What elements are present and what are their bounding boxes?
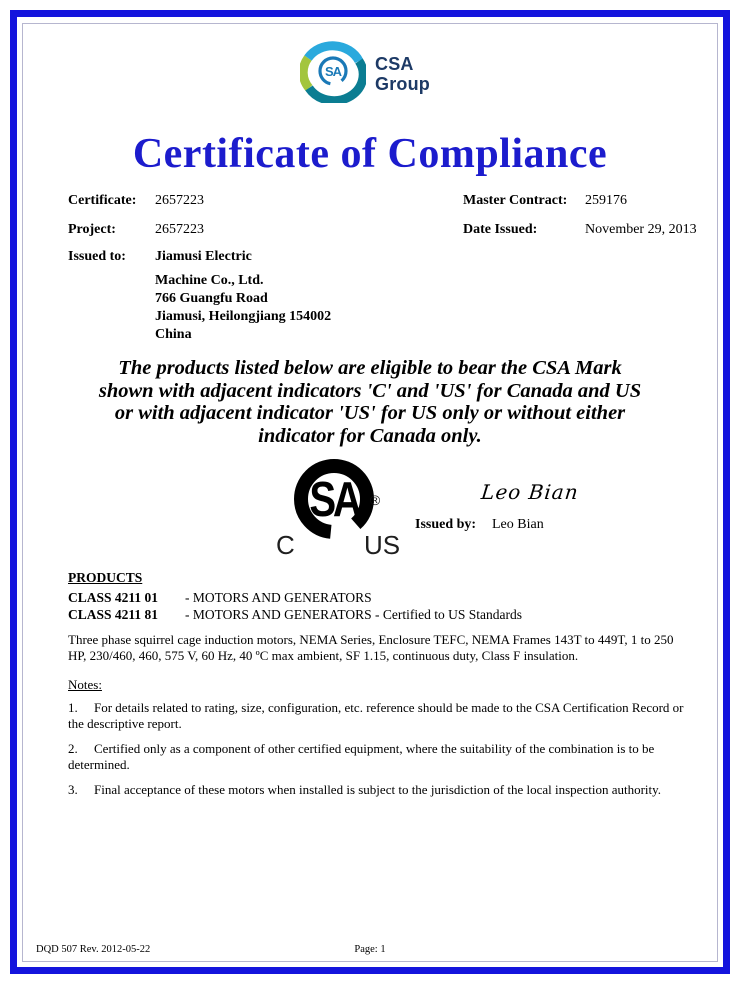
certificate-value: 2657223 [155,193,204,208]
product-description: Three phase squirrel cage induction motors, NEMA Series, Enclosure TEFC, NEMA Frames 143T to 449T, 1 to 250 HP, 230/460, 460, 575 V, 60 Hz, 40 ºC max ambient, SF 1.15, continuous duty, Class F insulation. [68,632,674,663]
address-line: 766 Guangfu Road [155,291,268,306]
csa-group-logo [300,35,460,113]
note-item [68,741,688,773]
address-line: Jiamusi, Heilongjiang 154002 [155,309,332,324]
csa-globe-icon [300,41,366,108]
signature-block [440,480,620,504]
class-description: - MOTORS AND GENERATORS [185,590,372,605]
address-line: China [155,327,192,342]
brand-line-csa: CSA [375,54,414,74]
note-text: For details related to rating, size, configuration, etc. reference should be made to the CSA Certification Record or the descriptive report. [68,700,684,731]
note-item [68,782,688,798]
document-reference: DQD 507 Rev. 2012-05-22 [36,944,151,955]
csa-mark-monogram: SA [309,472,359,527]
project-value: 2657223 [155,222,204,237]
issued-by-name: Leo Bian [492,517,544,532]
class-code: CLASS 4211 81 [68,607,159,622]
master-contract-value: 259176 [585,193,627,208]
csa-group-wordmark [375,54,430,94]
csa-logo-monogram: SA [324,63,342,79]
project-label: Project: [68,222,116,237]
page-title: Certificate of Compliance [132,131,608,177]
note-text: Final acceptance of these motors when installed is subject to the jurisdiction of the local inspection authority. [94,782,662,797]
notes-heading: Notes: [68,677,102,692]
signature-handwritten: Leo Bian [480,480,580,504]
note-number: 1. [68,700,78,715]
issued-by-label: Issued by: [415,517,477,532]
class-code: CLASS 4211 01 [68,590,159,605]
mark-indicator-c: C [276,530,295,560]
brand-line-group: Group [375,74,430,94]
note-number: 3. [68,782,78,797]
page-number: Page: 1 [354,944,386,955]
class-description: - MOTORS AND GENERATORS - Certified to US Standards [185,607,523,622]
certificate-label: Certificate: [68,193,137,208]
csa-certification-mark-icon [272,458,408,562]
mark-indicator-us: US [364,530,401,560]
note-text: Certified only as a component of other certified equipment, where the suitability of the combination is to be determined. [68,741,655,772]
date-issued-label: Date Issued: [463,222,538,237]
address-line: Machine Co., Ltd. [155,273,264,288]
issued-to-address [155,272,331,344]
note-item [68,700,688,732]
issued-to-name: Jiamusi Electric [155,249,252,264]
products-heading: PRODUCTS [68,570,143,585]
date-issued-value: November 29, 2013 [585,222,697,237]
issued-to-label: Issued to: [68,249,126,264]
master-contract-label: Master Contract: [463,193,568,208]
registered-trademark-symbol: ® [369,492,381,508]
eligibility-statement: The products listed below are eligible to bear the CSA Mark shown with adjacent indicators 'C' and 'US' for Canada and US or with adjacent indicator 'US' for US only or without either indicator for Canada only. [98,357,642,447]
note-number: 2. [68,741,78,756]
